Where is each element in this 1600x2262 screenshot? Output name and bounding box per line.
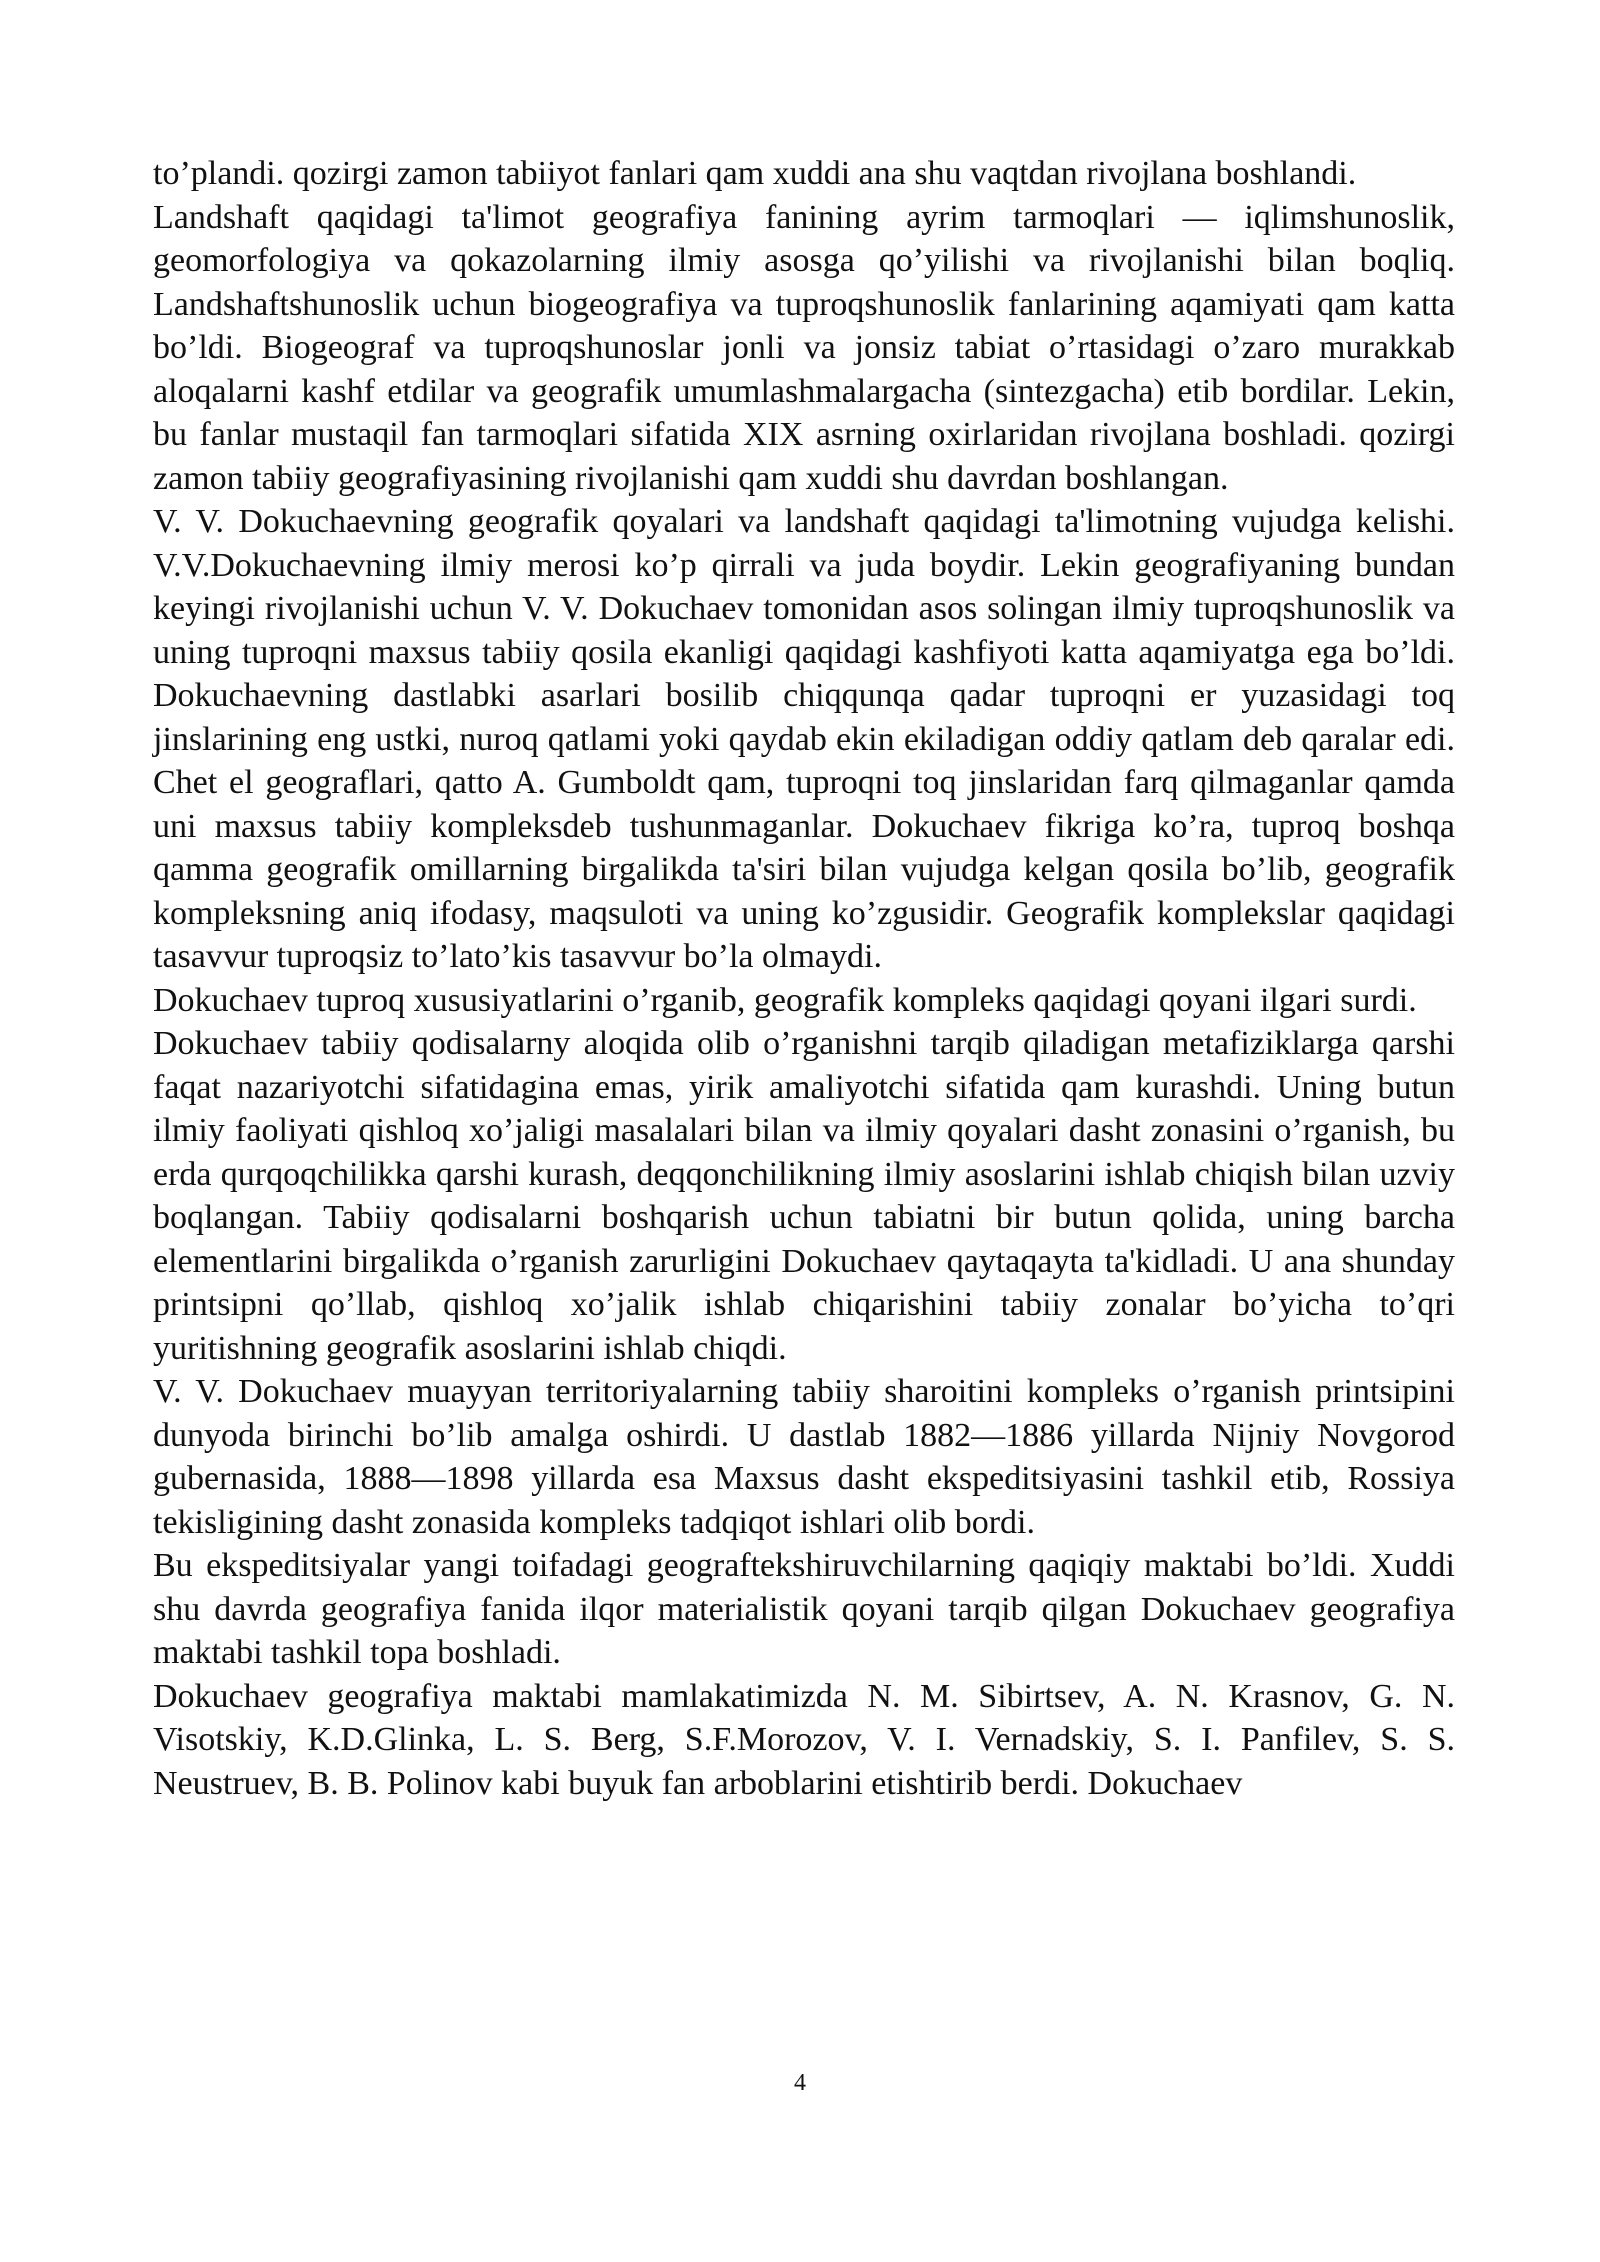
paragraph-1: to’plandi. qozirgi zamon tabiiyot fanlari qam xuddi ana shu vaqtdan rivojlana boshlandi.: [153, 155, 1357, 192]
page-body: [153, 152, 1455, 1805]
paragraph-3: V. V. Dokuchaevning geografik qoyalari va landshaft qaqidagi ta'limotning vujudga kelishi. V.V.Dokuchaevning ilmiy merosi ko’p qirrali va juda boydir. Lekin geografiyaning bundan keyingi rivojlanishi uchun V. V. Dokuchaev tomonidan asos solingan ilmiy tuproqshunoslik va uning tuproqni maxsus tabiiy qosila ekanligi qaqidagi kashfiyoti katta aqamiyatga ega bo’ldi. Dokuchaevning dastlabki asarlari bosilib chiqqunqa qadar tuproqni er yuzasidagi toq jinslarining eng ustki, nuroq qatlami yoki qaydab ekin ekiladigan oddiy qatlam deb qaralar edi. Chet el geograflari, qatto A. Gumboldt qam, tuproqni toq jinslaridan farq qilmaganlar qamda uni maxsus tabiiy kompleksdeb tushunmaganlar. Dokuchaev fikriga ko’ra, tuproq boshqa qamma geografik omillarning birgalikda ta'siri bilan vujudga kelgan qosila bo’lib, geografik kompleksning aniq ifodasy, maqsuloti va uning ko’zgusidir. Geografik komplekslar qaqidagi tasavvur tuproqsiz to’lato’kis tasavvur bo’la olmaydi.: [153, 503, 1455, 975]
paragraph-2: Landshaft qaqidagi ta'limot geografiya fanining ayrim tarmoqlari — iqlimshunoslik, geomorfologiya va qokazolarning ilmiy asosga qo’yilishi va rivojlanishi bilan boqliq. Landshaftshunoslik uchun biogeografiya va tuproqshunoslik fanlarining aqamiyati qam katta bo’ldi. Biogeograf va tuproqshunoslar jonli va jonsiz tabiat o’rtasidagi o’zaro murakkab aloqalarni kashf etdilar va geografik umumlashmalargacha (sintezgacha) etib bordilar. Lekin, bu fanlar mustaqil fan tarmoqlari sifatida XIX asrning oxirlaridan rivojlana boshladi. qozirgi zamon tabiiy geografiyasining rivojlanishi qam xuddi shu davrdan boshlangan.: [153, 198, 1455, 497]
page-number: 4: [794, 2070, 806, 2096]
paragraph-8: Dokuchaev geografiya maktabi mamlakatimizda N. M. Sibirtsev, A. N. Krasnov, G. N. Visotskiy, K.D.Glinka, L. S. Berg, S.F.Morozov, V. I. Vernadskiy, S. I. Panfilev, S. S. Neustruev, B. B. Polinov kabi buyuk fan arboblarini etishtirib berdi. Dokuchaev: [153, 1677, 1455, 1802]
paragraph-7: Bu ekspeditsiyalar yangi toifadagi geograftekshiruvchilarning qaqiqiy maktabi bo’ldi. Xuddi shu davrda geografiya fanida ilqor materialistik qoyani tarqib qilgan Dokuchaev geografiya maktabi tashkil topa boshladi.: [153, 1547, 1455, 1671]
paragraph-5: Dokuchaev tabiiy qodisalarny aloqida olib o’rganishni tarqib qiladigan metafiziklarga qarshi faqat nazariyotchi sifatidagina emas, yirik amaliyotchi sifatida qam kurashdi. Uning butun ilmiy faoliyati qishloq xo’jaligi masalalari bilan va ilmiy qoyalari dasht zonasini o’rganish, bu erda qurqoqchilikka qarshi kurash, deqqonchilikning ilmiy asoslarini ishlab chiqish bilan uzviy boqlangan. Tabiiy qodisalarni boshqarish uchun tabiatni bir butun qolida, uning barcha elementlarini birgalikda o’rganish zarurligini Dokuchaev qaytaqayta ta'kidladi. U ana shunday printsipni qo’llab, qishloq xo’jalik ishlab chiqarishini tabiiy zonalar bo’yicha to’qri yuritishning geografik asoslarini ishlab chiqdi.: [153, 1025, 1455, 1367]
paragraph-6: V. V. Dokuchaev muayyan territoriyalarning tabiiy sharoitini kompleks o’rganish printsipini dunyoda birinchi bo’lib amalga oshirdi. U dastlab 1882—1886 yillarda Nijniy Novgorod gubernasida, 1888—1898 yillarda esa Maxsus dasht ekspeditsiyasini tashkil etib, Rossiya tekisligining dasht zonasida kompleks tadqiqot ishlari olib bordi.: [153, 1373, 1455, 1541]
paragraph-4: Dokuchaev tuproq xususiyatlarini o’rganib, geografik kompleks qaqidagi qoyani ilgari surdi.: [153, 981, 1417, 1019]
